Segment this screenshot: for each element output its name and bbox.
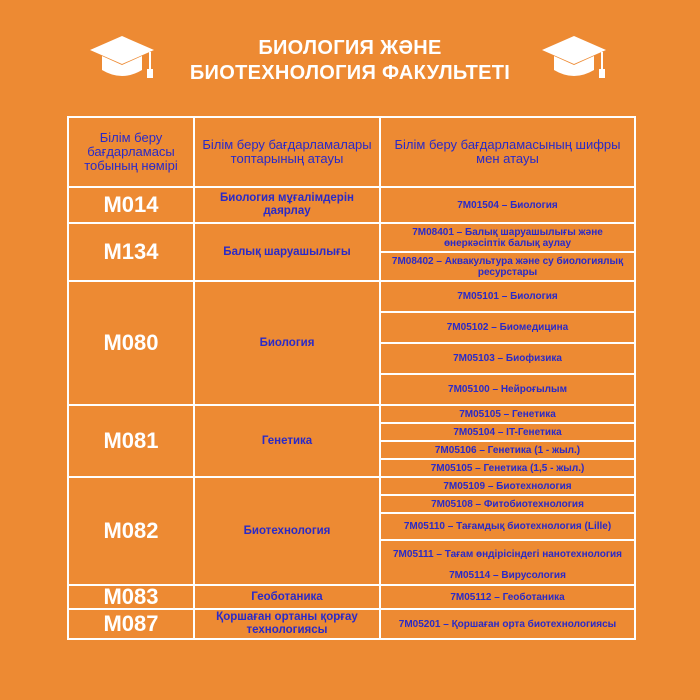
table-row (68, 585, 635, 609)
program-cell: 7M05109 – Биотехнология (380, 477, 635, 495)
table-row (68, 223, 635, 252)
graduation-cap-icon (88, 34, 156, 90)
group-name: Биология мұғалімдерін даярлау (194, 187, 380, 223)
group-code: M082 (68, 477, 194, 585)
program-cell: 7M05103 – Биофизика (380, 343, 635, 374)
group-code: M081 (68, 405, 194, 477)
group-name: Биотехнология (194, 477, 380, 585)
group-name: Геоботаника (194, 585, 380, 609)
program-cell: 7M05101 – Биология (380, 281, 635, 312)
program-cell: 7M08402 – Аквакультура және су биологиялық ресурстары (380, 252, 635, 281)
page-header (0, 30, 700, 94)
program-cell: 7M05104 – IT-Генетика (380, 423, 635, 441)
column-header-group-number: Білім беру бағдарламасы тобының нөмірі (68, 117, 194, 187)
group-code: M080 (68, 281, 194, 405)
program-cell: 7M05105 – Генетика (1,5 - жыл.) (380, 459, 635, 477)
program-cell: 7M05106 – Генетика (1 - жыл.) (380, 441, 635, 459)
group-code: M083 (68, 585, 194, 609)
group-name: Қоршаған ортаны қорғау технологиясы (194, 609, 380, 639)
title-line-1: БИОЛОГИЯ ЖӘНЕ (258, 37, 442, 59)
title-line-2: БИОТЕХНОЛОГИЯ ФАКУЛЬТЕТІ (189, 62, 511, 84)
group-name: Биология (194, 281, 380, 405)
table-row (68, 405, 635, 423)
group-name: Генетика (194, 405, 380, 477)
program-cell: 7M05111 – Тағам өндірісіндегі нанотехнология (380, 540, 635, 567)
graduation-cap-icon (540, 34, 608, 90)
program-cell: 7M05112 – Геоботаника (380, 585, 635, 609)
program-cell: 7M05102 – Биомедицина (380, 312, 635, 343)
program-cell: 7M01504 – Биология (380, 187, 635, 223)
table-row (68, 477, 635, 495)
program-cell: 7M05114 – Вирусология (380, 567, 635, 585)
program-cell: 7M05100 – Нейроғылым (380, 374, 635, 405)
program-cell: 7M05110 – Тағамдық биотехнология (Lille) (380, 513, 635, 540)
page-title (150, 36, 550, 86)
group-code: M014 (68, 187, 194, 223)
column-header-group-name: Білім беру бағдарламалары топтарының атауы (194, 117, 380, 187)
table-row (68, 281, 635, 312)
program-cell: 7M05105 – Генетика (380, 405, 635, 423)
group-code: M087 (68, 609, 194, 639)
group-name: Балық шаруашылығы (194, 223, 380, 281)
program-cell: 7M05201 – Қоршаған орта биотехнологиясы (380, 609, 635, 639)
program-cell: 7M08401 – Балық шаруашылығы және өнеркәсіптік балық аулау (380, 223, 635, 252)
programs-table (67, 116, 636, 640)
table-row (68, 609, 635, 639)
table-row (68, 187, 635, 223)
program-cell: 7M05108 – Фитобиотехнология (380, 495, 635, 513)
table-header-row (68, 117, 635, 187)
column-header-program-code: Білім беру бағдарламасының шифры мен атауы (380, 117, 635, 187)
group-code: M134 (68, 223, 194, 281)
